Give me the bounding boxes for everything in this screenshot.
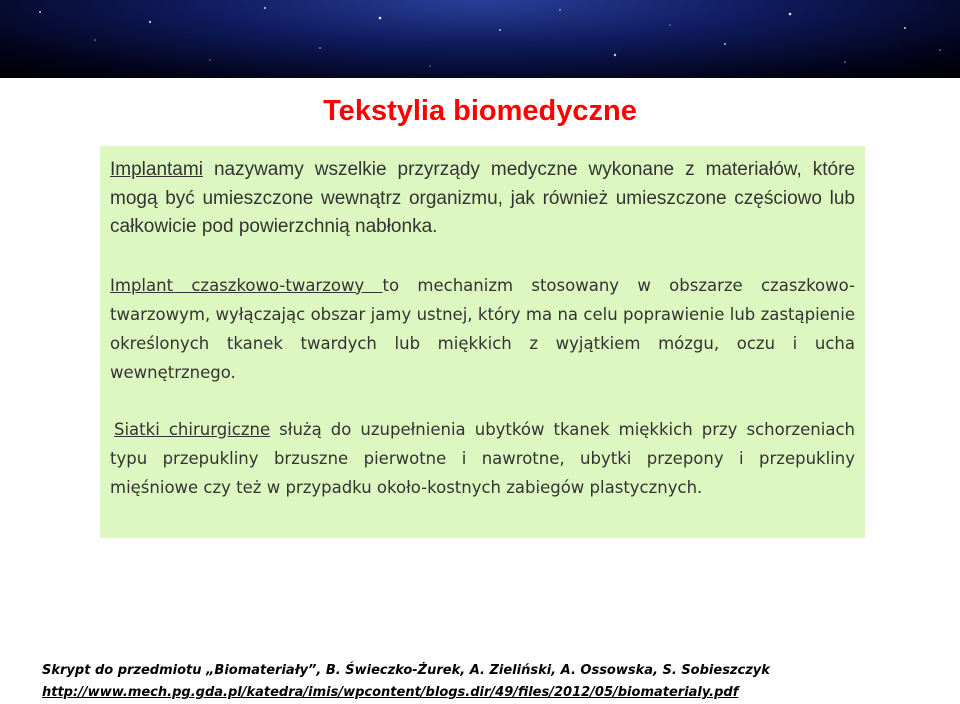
paragraph-craniofacial-implant (110, 271, 855, 387)
term-implants: Implantami (110, 159, 203, 180)
content-box (100, 146, 865, 538)
starfield-decoration (0, 0, 960, 78)
footer-citation: Skrypt do przedmiotu „Biomateriały”, B. Świeczko-Żurek, A. Zieliński, A. Ossowska, S. Sobieszczyk (42, 663, 770, 678)
footer-source-link[interactable]: http://www.mech.pg.gda.pl/katedra/imis/wpcontent/blogs.dir/49/files/2012/05/biomaterialy.pdf (42, 685, 739, 700)
page-title: Tekstylia biomedyczne (323, 95, 637, 127)
paragraph-surgical-meshes-text: służą do uzupełnienia ubytków tkanek miękkich przy schorzeniach typu przepukliny brzuszne pierwotne i nawrotne, ubytki przepony i przepukliny mięśniowe czy też w przypadku około-kostnych zabiegów plastycznych. (110, 419, 855, 497)
term-surgical-meshes: Siatki chirurgiczne (114, 419, 271, 439)
paragraph-implants-text: nazywamy wszelkie przyrządy medyczne wykonane z materiałów, które mogą być umieszczone wewnątrz organizmu, jak również umieszczone częściowo lub całkowicie pod powierzchnią nabłonka. (110, 159, 855, 237)
header-banner (0, 0, 960, 78)
term-craniofacial-implant: Implant czaszkowo-twarzowy (110, 275, 383, 295)
paragraph-surgical-meshes (110, 415, 855, 502)
footer (42, 660, 942, 704)
paragraph-implants (110, 156, 855, 242)
paragraph-craniofacial-text: to mechanizm stosowany w obszarze czaszkowo-twarzowym, wyłączając obszar jamy ustnej, który ma na celu poprawienie lub zastąpienie określonych tkanek twardych lub miękkich z wyjątkiem mózgu, oczu i ucha wewnętrznego. (110, 275, 855, 382)
